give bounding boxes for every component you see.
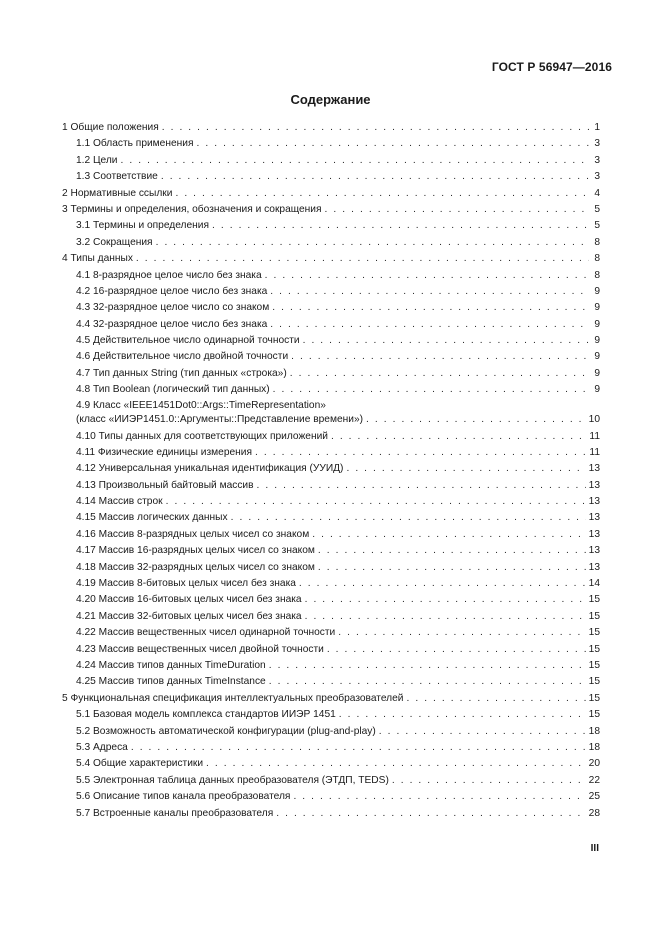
toc-entry[interactable] <box>62 560 600 576</box>
toc-entry-page: 15 <box>588 709 600 721</box>
toc-entry[interactable] <box>62 349 600 365</box>
toc-entry-label: 4.14 Массив строк <box>76 496 163 508</box>
toc-leader-dots <box>265 268 589 284</box>
toc-entry-page: 20 <box>588 758 600 770</box>
toc-entry-page: 15 <box>588 676 600 688</box>
toc-leader-dots <box>276 806 585 822</box>
toc-entry-label: 5.3 Адреса <box>76 741 128 753</box>
toc-entry[interactable] <box>62 543 600 559</box>
toc-entry-page: 13 <box>588 512 600 524</box>
toc-entry[interactable] <box>62 806 600 822</box>
toc-leader-dots <box>231 510 586 526</box>
toc-entry-label: 5.7 Встроенные каналы преобразователя <box>76 807 274 819</box>
toc-entry-page: 3 <box>594 154 600 166</box>
toc-entry[interactable] <box>62 674 600 690</box>
toc-leader-dots <box>166 494 586 510</box>
toc-entry-page: 14 <box>588 578 600 590</box>
toc-entry-label: 4.9 Класс «IEEE1451Dot0::Args::TimeRepresentation» <box>76 399 326 411</box>
toc-leader-dots <box>339 707 586 723</box>
toc-entry-label: 4.23 Массив вещественных чисел двойной точности <box>76 643 324 655</box>
page-number: III <box>590 843 599 854</box>
toc-entry-label: 4.12 Универсальная уникальная идентификация (УУИД) <box>76 463 344 475</box>
toc-entry[interactable] <box>62 153 600 169</box>
toc-leader-dots <box>269 658 586 674</box>
toc-leader-dots <box>161 169 589 185</box>
toc-entry-label: 4.19 Массив 8-битовых целых чисел без знака <box>76 578 296 590</box>
toc-leader-dots <box>331 429 586 445</box>
toc-leader-dots <box>175 186 589 202</box>
toc-leader-dots <box>406 691 585 707</box>
toc-leader-dots <box>318 543 586 559</box>
toc-entry[interactable] <box>62 202 600 218</box>
toc-entry-page: 5 <box>594 220 600 232</box>
toc-entry[interactable] <box>62 609 600 625</box>
toc-entry-page: 9 <box>594 384 600 396</box>
toc-leader-dots <box>327 642 586 658</box>
toc-entry[interactable] <box>62 658 600 674</box>
toc-entry-label: 3.1 Термины и определения <box>76 220 209 232</box>
toc-entry-page: 9 <box>594 318 600 330</box>
toc-entry-page: 8 <box>594 236 600 248</box>
toc-leader-dots <box>291 349 589 365</box>
toc-entry-label: 4.10 Типы данных для соответствующих приложений <box>76 430 328 442</box>
toc-entry[interactable] <box>62 268 600 284</box>
toc-leader-dots <box>121 153 590 169</box>
document-code: ГОСТ Р 56947—2016 <box>491 60 612 74</box>
toc-entry-label: 1 Общие положения <box>62 122 159 133</box>
toc-entry-page: 15 <box>588 627 600 639</box>
toc-entry-page: 25 <box>588 791 600 803</box>
toc-entry-label: 4.24 Массив типов данных TimeDuration <box>76 660 266 671</box>
toc-entry[interactable] <box>62 445 600 461</box>
toc-entry-page: 13 <box>588 463 600 475</box>
toc-entry-page: 9 <box>594 335 600 347</box>
toc-leader-dots <box>325 202 589 218</box>
toc-leader-dots <box>156 235 589 251</box>
toc-entry-label: 4.15 Массив логических данных <box>76 512 228 524</box>
toc-entry-page: 5 <box>594 203 600 215</box>
toc-leader-dots <box>299 576 586 592</box>
toc-entry-label: 4.13 Произвольный байтовый массив <box>76 479 254 491</box>
toc-entry[interactable] <box>62 461 600 477</box>
toc-leader-dots <box>338 625 585 641</box>
toc-leader-dots <box>366 412 586 428</box>
toc-entry-page: 18 <box>588 741 600 753</box>
toc-entry-page: 4 <box>594 187 600 199</box>
toc-entry-page: 9 <box>594 285 600 297</box>
toc-leader-dots <box>255 445 586 461</box>
toc-leader-dots <box>303 333 589 349</box>
toc-entry-page: 8 <box>594 253 600 265</box>
toc-leader-dots <box>293 789 585 805</box>
toc-entry-page: 10 <box>588 414 600 426</box>
toc-entry[interactable] <box>62 773 600 789</box>
toc-entry-page: 3 <box>594 138 600 150</box>
toc-leader-dots <box>270 284 589 300</box>
toc-entry[interactable] <box>62 366 600 382</box>
toc-leader-dots <box>346 461 585 477</box>
toc-entry-page: 28 <box>588 807 600 819</box>
toc-entry[interactable] <box>62 300 600 316</box>
toc-entry[interactable] <box>62 527 600 543</box>
toc-entry-label: 1.3 Соответствие <box>76 171 158 183</box>
toc-entry-page: 9 <box>594 351 600 363</box>
toc-entry-label: 4 Типы данных <box>62 253 133 265</box>
toc-entry-page: 11 <box>589 430 600 442</box>
toc-entry-label: 3 Термины и определения, обозначения и сокращения <box>62 203 322 215</box>
toc-entry-page: 13 <box>588 545 600 557</box>
toc-entry-page: 1 <box>594 122 600 133</box>
toc-leader-dots <box>196 136 589 152</box>
toc-entry-page: 3 <box>594 171 600 183</box>
toc-entry[interactable] <box>62 707 600 723</box>
toc-leader-dots <box>305 609 586 625</box>
toc-entry-label: 4.6 Действительное число двойной точности <box>76 351 289 363</box>
page-title: Содержание <box>290 92 371 107</box>
toc-entry-label: 4.3 32-разрядное целое число со знаком <box>76 302 270 314</box>
toc-entry[interactable] <box>62 691 600 707</box>
toc-entry-label: 5.2 Возможность автоматической конфигурации (plug-and-play) <box>76 725 376 737</box>
toc-leader-dots <box>273 382 589 398</box>
toc-entry-label: 4.4 32-разрядное целое число без знака <box>76 318 268 330</box>
toc-entry-label: 4.17 Массив 16-разрядных целых чисел со знаком <box>76 545 315 557</box>
toc-entry-page: 18 <box>588 725 600 737</box>
toc-entry-page: 9 <box>594 302 600 314</box>
toc-entry-label: 4.2 16-разрядное целое число без знака <box>76 285 268 297</box>
toc-entry[interactable] <box>62 494 600 510</box>
toc-entry-page: 22 <box>588 774 600 786</box>
toc-entry-label: 4.8 Тип Boolean (логический тип данных) <box>76 384 270 396</box>
toc-leader-dots <box>312 527 585 543</box>
toc-entry-label: 5 Функциональная спецификация интеллектуальных преобразователей <box>62 692 404 704</box>
toc-entry-label: 5.6 Описание типов канала преобразователя <box>76 791 291 803</box>
toc-entry[interactable] <box>62 251 600 267</box>
toc-entry-page: 15 <box>588 610 600 622</box>
toc-entry-page: 11 <box>589 446 600 458</box>
toc-entry-label: 4.25 Массив типов данных TimeInstance <box>76 676 266 688</box>
toc-entry[interactable] <box>62 724 600 740</box>
toc-entry-page: 8 <box>594 269 600 281</box>
toc-entry-label: 4.5 Действительное число одинарной точности <box>76 335 300 347</box>
toc-entry-label: 4.16 Массив 8-разрядных целых чисел со знаком <box>76 528 310 540</box>
toc-entry[interactable] <box>62 218 600 234</box>
toc-entry[interactable] <box>62 740 600 756</box>
toc-entry-label: 4.22 Массив вещественных чисел одинарной точности <box>76 627 336 639</box>
toc-leader-dots <box>270 317 589 333</box>
toc-entry[interactable] <box>62 625 600 641</box>
toc-entry[interactable] <box>62 284 600 300</box>
toc-entry-label: 3.2 Сокращения <box>76 236 153 248</box>
toc-entry-page: 13 <box>588 528 600 540</box>
toc-entry[interactable] <box>62 789 600 805</box>
toc-entry[interactable] <box>62 399 600 413</box>
toc-entry[interactable] <box>62 235 600 251</box>
toc-entry-label: 4.1 8-разрядное целое число без знака <box>76 269 262 281</box>
table-of-contents <box>62 120 600 822</box>
toc-entry-label: (класс «ИИЭР1451.0::Аргументы::Представление времени») <box>76 414 364 426</box>
toc-leader-dots <box>212 218 589 234</box>
toc-leader-dots <box>162 120 589 136</box>
toc-entry-label: 5.1 Базовая модель комплекса стандартов ИИЭР 1451 <box>76 709 336 721</box>
toc-entry-label: 1.1 Область применения <box>76 138 194 150</box>
toc-leader-dots <box>206 756 586 772</box>
toc-entry-page: 15 <box>588 692 600 704</box>
toc-entry[interactable] <box>62 510 600 526</box>
toc-entry-page: 15 <box>588 594 600 606</box>
toc-entry-label: 4.18 Массив 32-разрядных целых чисел со знаком <box>76 561 315 573</box>
toc-entry[interactable] <box>62 592 600 608</box>
toc-leader-dots <box>131 740 586 756</box>
toc-entry-label: 5.4 Общие характеристики <box>76 758 204 770</box>
toc-entry-label: 4.20 Массив 16-битовых целых чисел без знака <box>76 594 302 606</box>
toc-entry[interactable] <box>62 382 600 398</box>
toc-entry-label: 1.2 Цели <box>76 154 118 166</box>
toc-leader-dots <box>305 592 586 608</box>
toc-entry-page: 13 <box>588 479 600 491</box>
toc-entry[interactable] <box>62 186 600 202</box>
toc-entry[interactable] <box>62 136 600 152</box>
toc-leader-dots <box>136 251 589 267</box>
toc-entry[interactable] <box>62 333 600 349</box>
toc-entry-label: 4.7 Тип данных String (тип данных «строка») <box>76 367 287 379</box>
toc-leader-dots <box>379 724 586 740</box>
toc-leader-dots <box>257 478 586 494</box>
toc-entry-label: 2 Нормативные ссылки <box>62 187 173 199</box>
toc-leader-dots <box>272 300 589 316</box>
toc-entry[interactable] <box>62 576 600 592</box>
toc-entry-page: 15 <box>588 643 600 655</box>
toc-entry-page: 9 <box>594 367 600 379</box>
toc-entry-label: 4.11 Физические единицы измерения <box>76 446 252 458</box>
toc-entry-page: 13 <box>588 561 600 573</box>
toc-entry[interactable] <box>62 429 600 445</box>
toc-leader-dots <box>290 366 589 382</box>
toc-entry[interactable] <box>62 120 600 136</box>
toc-entry-label: 4.21 Массив 32-битовых целых чисел без знака <box>76 610 302 622</box>
toc-leader-dots <box>392 773 586 789</box>
toc-entry[interactable] <box>62 317 600 333</box>
toc-entry[interactable] <box>62 412 600 428</box>
toc-entry-page: 13 <box>588 496 600 508</box>
toc-entry[interactable] <box>62 642 600 658</box>
toc-entry-page: 15 <box>588 660 600 671</box>
toc-entry[interactable] <box>62 756 600 772</box>
toc-leader-dots <box>318 560 586 576</box>
toc-entry[interactable] <box>62 169 600 185</box>
toc-entry-label: 5.5 Электронная таблица данных преобразователя (ЭТДП, TEDS) <box>76 774 389 786</box>
toc-leader-dots <box>269 674 586 690</box>
toc-entry[interactable] <box>62 478 600 494</box>
